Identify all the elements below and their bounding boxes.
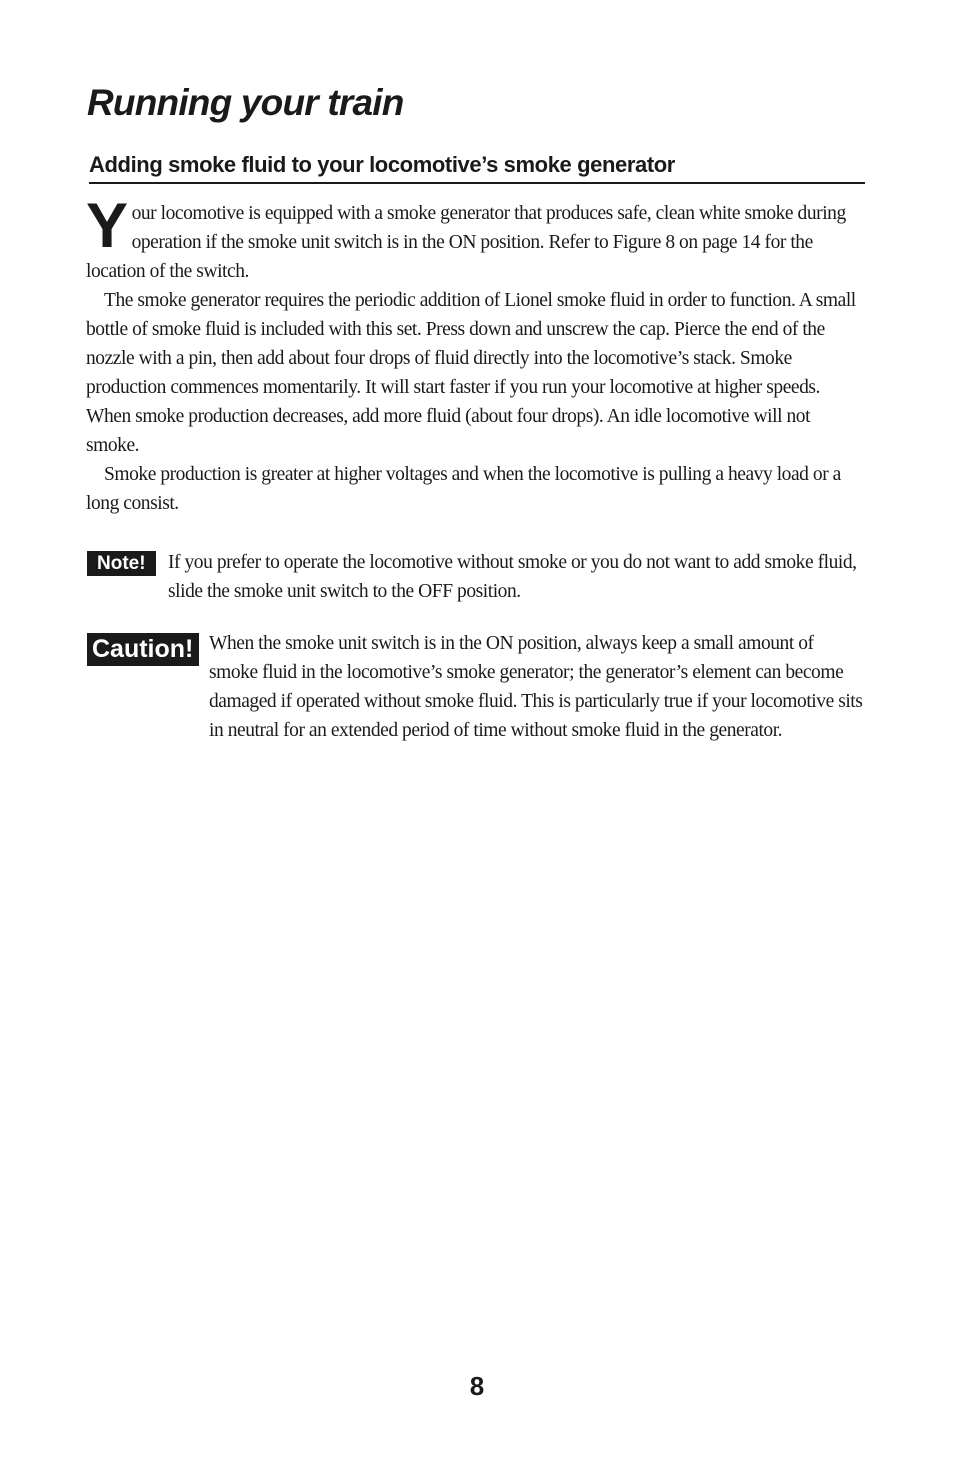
section-heading: Adding smoke fluid to your locomotive’s smoke generator (89, 151, 865, 184)
caution-text: When the smoke unit switch is in the ON position, always keep a small amount of smoke fluid in the locomotive’s smoke generator; the generator’s element can become damaged if operated without smoke fluid. This is particularly true if your locomotive sits in neutral for an extended period of time without smoke fluid in the generator. (209, 633, 863, 741)
page-number: 8 (469, 1371, 485, 1401)
paragraph-smoke-fluid: The smoke generator requires the periodic addition of Lionel smoke fluid in order to function. A small bottle of smoke fluid is included with this set. Press down and unscrew the cap. Pierce the end of the nozzle with a pin, then add about four drops of fluid directly into the locomotive’s stack. Smoke production commences momentarily. It will start faster if you run your locomotive at higher speeds. When smoke production decreases, add more fluid (about four drops). An idle locomotive will not smoke. (86, 290, 856, 456)
note-text: If you prefer to operate the locomotive without smoke or you do not want to add smoke fluid, slide the smoke unit switch to the OFF position. (168, 552, 857, 602)
paragraph-intro (86, 191, 862, 286)
paragraph-voltage: Smoke production is greater at higher voltages and when the locomotive is pulling a heavy load or a long consist. (86, 464, 841, 514)
body-text (86, 191, 862, 518)
note-label: Note! (87, 551, 156, 576)
caution-label: Caution! (87, 633, 199, 666)
paragraph-intro-text: our locomotive is equipped with a smoke generator that produces safe, clean white smoke during operation if the smoke unit switch is in the ON position. Refer to Figure 8 on page 14 for the location of the switch. (86, 203, 846, 282)
page-title: Running your train (87, 82, 404, 123)
drop-cap: Y (86, 191, 128, 261)
